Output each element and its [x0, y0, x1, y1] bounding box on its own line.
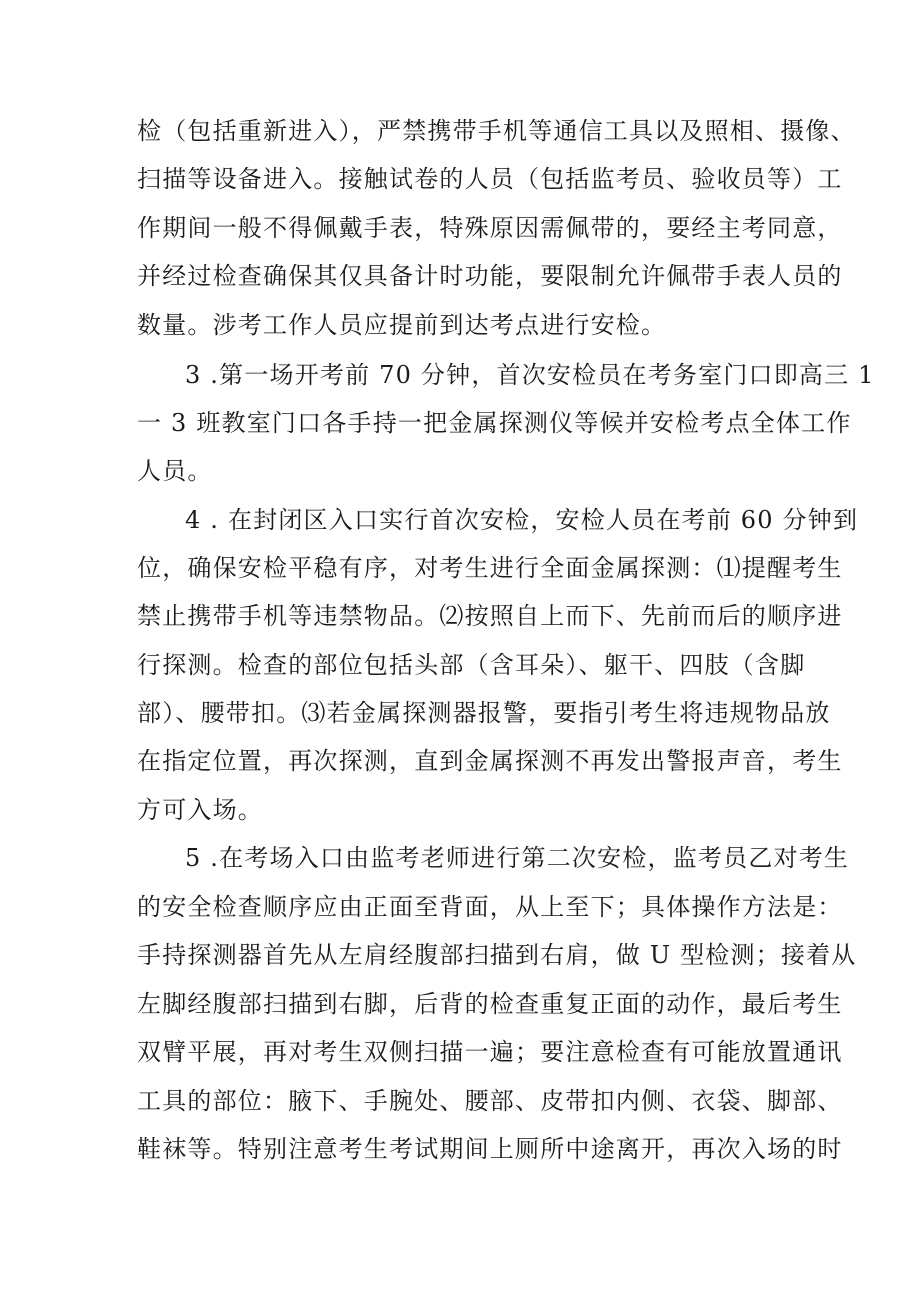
text-line: 位，确保安检平稳有序，对考生进行全面金属探测：⑴提醒考生: [137, 554, 843, 582]
text-line: 左脚经腹部扫描到右脚，后背的检查重复正面的动作，最后考生: [137, 990, 843, 1018]
text-line: 方可入场。: [137, 796, 263, 824]
text-line: 部）、腰带扣。⑶若金属探测器报警，要指引考生将违规物品放: [137, 699, 831, 727]
text-line: 扫描等设备进入。接触试卷的人员（包括监考员、验收员等）工: [137, 165, 843, 193]
text-line: 工具的部位：腋下、手腕处、腰部、皮带扣内侧、衣袋、脚部、: [137, 1087, 843, 1115]
text-line: 数量。涉考工作人员应提前到达考点进行安检。: [137, 311, 667, 339]
paragraph-3-start: 3 .第一场开考前 70 分钟，首次安检员在考务室门口即高三 1: [185, 361, 875, 389]
text-line: 并经过检查确保其仅具备计时功能，要限制允许佩带手表人员的: [137, 262, 843, 290]
text-line: 作期间一般不得佩戴手表，特殊原因需佩带的，要经主考同意，: [137, 214, 843, 242]
text-line: 鞋袜等。特别注意考生考试期间上厕所中途离开，再次入场的时: [137, 1135, 843, 1163]
text-line: 行探测。检查的部位包括头部（含耳朵）、躯干、四肢（含脚: [137, 651, 806, 679]
text-line: 人员。: [137, 457, 213, 485]
paragraph-5-start: 5 .在考场入口由监考老师进行第二次安检，监考员乙对考生: [185, 844, 850, 872]
text-line: 一 3 班教室门口各手持一把金属探测仪等候并安检考点全体工作: [137, 409, 852, 437]
text-line: 在指定位置，再次探测，直到金属探测不再发出警报声音，考生: [137, 747, 843, 775]
paragraph-4-start: 4 . 在封闭区入口实行首次安检，安检人员在考前 60 分钟到: [185, 506, 859, 534]
text-line: 检（包括重新进入），严禁携带手机等通信工具以及照相、摄像、: [137, 117, 856, 145]
text-line: 的安全检查顺序应由正面至背面，从上至下；具体操作方法是：: [137, 893, 843, 921]
text-line: 禁止携带手机等违禁物品。⑵按照自上而下、先前而后的顺序进: [137, 602, 843, 630]
text-line: 手持探测器首先从左肩经腹部扫描到右肩，做 U 型检测；接着从: [137, 941, 857, 969]
text-line: 双臂平展，再对考生双侧扫描一遍；要注意检查有可能放置通讯: [137, 1038, 843, 1066]
